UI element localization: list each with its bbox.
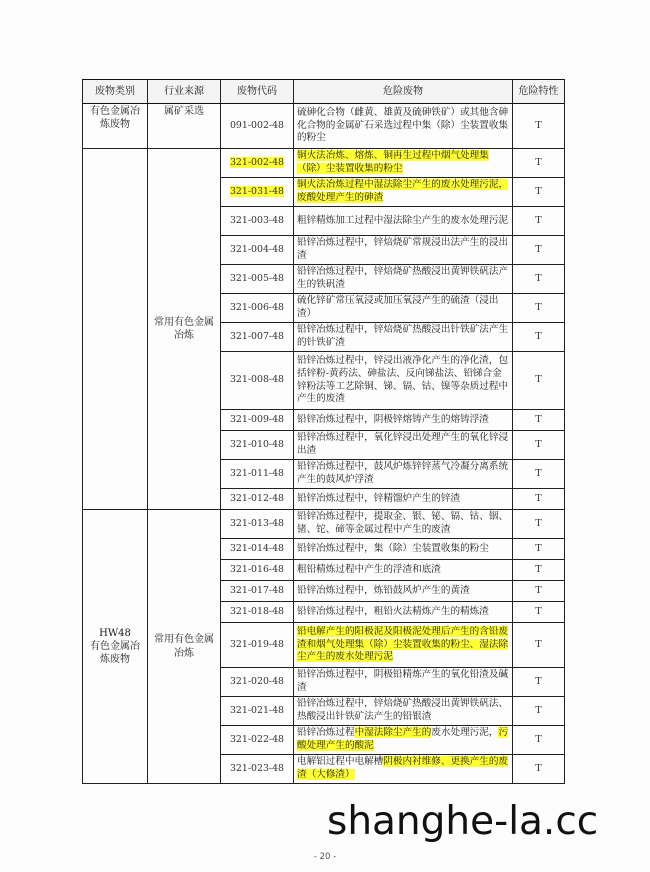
code-highlight: 321-002-48: [229, 156, 285, 168]
header-waste-code: 废物代码: [221, 80, 294, 104]
code-cell: 321-005-48: [221, 265, 294, 294]
char-cell: T: [513, 294, 565, 323]
desc-cell: [294, 726, 513, 755]
desc-cell: 铅锌冶炼过程中，鼓风炉炼锌锌蒸气冷凝分离系统产生的鼓风炉浮渣: [294, 460, 513, 489]
desc-highlight: 铜火法冶炼过程中湿法除尘产生的废水处理污泥，废酸处理产生的砷渣: [297, 179, 509, 203]
desc-cell: 铅锌冶炼过程中，阴极铅精炼产生的氧化铅渣及碱渣: [294, 668, 513, 697]
char-cell: T: [513, 581, 565, 602]
header-industry-source: 行业来源: [148, 80, 221, 104]
desc-cell: [294, 178, 513, 207]
desc-cell: 铅锌冶炼过程中，锌焙烧矿热酸浸出黄钾铁矾法、热酸浸出针铁矿法产生的铅银渣: [294, 697, 513, 726]
code-cell: 321-008-48: [221, 352, 294, 410]
char-cell: T: [513, 755, 565, 784]
code-cell: [221, 178, 294, 207]
code-cell: 321-020-48: [221, 668, 294, 697]
char-cell: T: [513, 410, 565, 431]
code-cell: 321-011-48: [221, 460, 294, 489]
category-cell-empty: [83, 149, 148, 510]
desc-highlight: 阴极内衬维修、更换产生的废渣（大修渣）: [297, 756, 509, 780]
code-cell: 321-007-48: [221, 323, 294, 352]
char-cell: T: [513, 623, 565, 668]
desc-highlight: 污酸处理产生的酸泥: [297, 727, 509, 751]
desc-cell: 铅锌冶炼过程中，锌焙烧矿热酸浸出针铁矿法产生的针铁矿渣: [294, 323, 513, 352]
desc-cell: 铅锌冶炼过程中，阴极锌熔铸产生的熔铸浮渣: [294, 410, 513, 431]
code-cell: [221, 149, 294, 178]
code-cell: 321-003-48: [221, 207, 294, 236]
code-cell: 321-023-48: [221, 755, 294, 784]
char-cell: T: [513, 726, 565, 755]
char-cell: T: [513, 149, 565, 178]
char-cell: T: [513, 265, 565, 294]
category-cell: 有色金属冶炼废物: [83, 104, 148, 149]
char-cell: T: [513, 489, 565, 510]
watermark-text: shanghe-la.cc: [327, 799, 599, 844]
code-cell: 321-013-48: [221, 510, 294, 539]
category-code: HW48: [99, 627, 131, 639]
code-cell: 321-014-48: [221, 539, 294, 560]
code-cell: 091-002-48: [221, 104, 294, 149]
header-hazard-characteristic: 危险特性: [513, 80, 565, 104]
desc-cell: 硫砷化合物（雌黄、雄黄及硫砷铁矿）或其他含砷化合物的金属矿石采选过程中集（除）尘装置收集的粉尘: [294, 104, 513, 149]
desc-cell: [294, 149, 513, 178]
desc-cell: 粗铅精炼过程中产生的浮渣和底渣: [294, 560, 513, 581]
desc-highlight: 铜火法冶炼、熔炼、铜再生过程中烟气处理集（除）尘装置收集的粉尘: [297, 150, 489, 174]
industry-cell: 常用有色金属冶炼: [148, 149, 221, 510]
desc-cell: 铅锌冶炼过程中，氧化锌浸出处理产生的氧化锌浸出渣: [294, 431, 513, 460]
desc-cell: 铅锌冶炼过程中，集（除）尘装置收集的粉尘: [294, 539, 513, 560]
desc-cell: 铅锌冶炼过程中，锌焙烧矿热酸浸出黄钾铁矾法产生的铁矾渣: [294, 265, 513, 294]
char-cell: T: [513, 602, 565, 623]
desc-cell: 铅锌冶炼过程中，炼铅鼓风炉产生的黄渣: [294, 581, 513, 602]
code-highlight: 321-031-48: [229, 185, 285, 197]
page-number: - 20 -: [313, 852, 337, 862]
code-cell: 321-022-48: [221, 726, 294, 755]
char-cell: T: [513, 207, 565, 236]
code-cell: 321-021-48: [221, 697, 294, 726]
table-row: [83, 104, 565, 149]
code-cell: 321-017-48: [221, 581, 294, 602]
desc-cell: 硫化锌矿常压氧浸或加压氧浸产生的硫渣（浸出渣）: [294, 294, 513, 323]
char-cell: T: [513, 460, 565, 489]
char-cell: T: [513, 560, 565, 581]
header-waste-category: 废物类别: [83, 80, 148, 104]
category-label: 有色金属冶炼废物: [90, 640, 140, 666]
desc-text: 铅锌冶炼过程: [297, 727, 355, 739]
char-cell: T: [513, 352, 565, 410]
desc-cell: 铅锌冶炼过程中，锌浸出液净化产生的净化渣，包括锌粉-黄药法、砷盐法、反向锑盐法、铅锑合金锌粉法等工艺除铜、锑、镉、钴、镍等杂质过程中产生的废渣: [294, 352, 513, 410]
desc-text: 废水处理污泥，: [431, 727, 499, 739]
header-hazardous-waste: 危险废物: [294, 80, 513, 104]
hazardous-waste-table: [82, 79, 565, 784]
industry-cell: 属矿采选: [148, 104, 221, 149]
desc-text: 电解铝过程中电解槽: [297, 756, 384, 768]
desc-cell: [294, 755, 513, 784]
char-cell: T: [513, 668, 565, 697]
desc-highlight: 铅电解产生的阳极泥及阳极泥处理后产生的含铅废渣和烟气处理集（除）尘装置收集的粉尘、湿法除尘产生的废水处理污泥: [297, 625, 509, 663]
desc-cell: 铅锌冶炼过程中，粗铅火法精炼产生的精炼渣: [294, 602, 513, 623]
char-cell: T: [513, 236, 565, 265]
desc-cell: 粗锌精炼加工过程中湿法除尘产生的废水处理污泥: [294, 207, 513, 236]
char-cell: T: [513, 431, 565, 460]
table-header-row: [83, 80, 565, 104]
category-cell: [83, 510, 148, 784]
code-cell: 321-012-48: [221, 489, 294, 510]
table-row: [83, 510, 565, 539]
desc-cell: 铅锌冶炼过程中，锌焙烧矿常规浸出法产生的浸出渣: [294, 236, 513, 265]
char-cell: T: [513, 178, 565, 207]
char-cell: T: [513, 697, 565, 726]
char-cell: T: [513, 104, 565, 149]
code-cell: 321-018-48: [221, 602, 294, 623]
code-cell: 321-009-48: [221, 410, 294, 431]
char-cell: T: [513, 323, 565, 352]
code-cell: 321-019-48: [221, 623, 294, 668]
desc-cell: 铅锌冶炼过程中，提取金、银、铋、镉、钴、铟、锗、铊、碲等金属过程中产生的废渣: [294, 510, 513, 539]
code-cell: 321-004-48: [221, 236, 294, 265]
char-cell: T: [513, 539, 565, 560]
char-cell: T: [513, 510, 565, 539]
code-cell: 321-010-48: [221, 431, 294, 460]
table-row: [83, 149, 565, 178]
desc-highlight: 中湿法除尘产生的: [354, 727, 432, 739]
industry-cell: 常用有色金属冶炼: [148, 510, 221, 784]
desc-cell: [294, 623, 513, 668]
code-cell: 321-016-48: [221, 560, 294, 581]
code-cell: 321-006-48: [221, 294, 294, 323]
desc-cell: 铅锌冶炼过程中，锌精馏炉产生的锌渣: [294, 489, 513, 510]
